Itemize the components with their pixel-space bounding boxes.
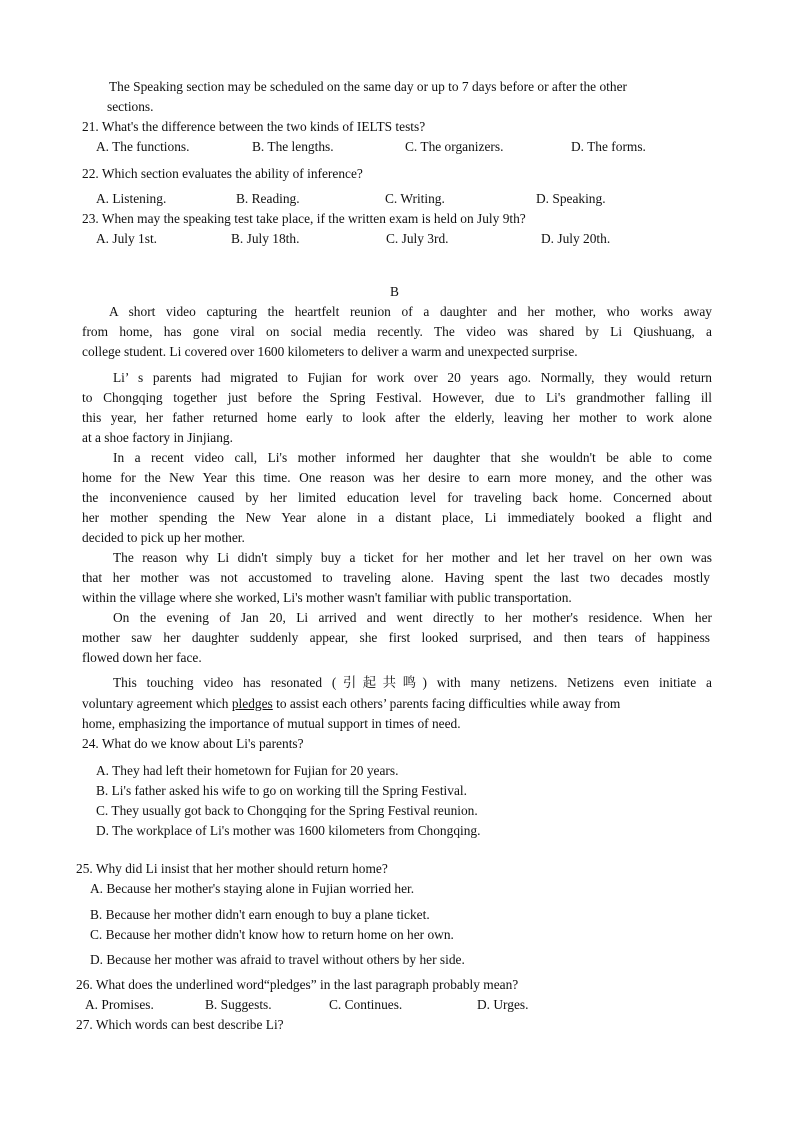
passage-line: flowed down her face.: [82, 650, 202, 665]
question-21-option-a[interactable]: A. The functions.: [96, 139, 190, 154]
question-23-option-b[interactable]: B. July 18th.: [231, 231, 300, 246]
passage-line: A short video capturing the heartfelt reunion of a daughter and her mother, who works away: [109, 304, 712, 319]
question-24-option-c[interactable]: C. They usually got back to Chongqing for the Spring Festival reunion.: [96, 803, 478, 818]
question-26-option-a[interactable]: A. Promises.: [85, 997, 154, 1012]
section-a-line: The Speaking section may be scheduled on the same day or up to 7 days before or after the other: [109, 79, 627, 94]
question-22-option-d[interactable]: D. Speaking.: [536, 191, 606, 206]
question-27-stem: 27. Which words can best describe Li?: [76, 1017, 284, 1032]
passage-line: mother saw her daughter suddenly appear, she first looked surprised, and then tears of happiness: [82, 630, 710, 645]
question-25-option-a[interactable]: A. Because her mother's staying alone in Fujian worried her.: [90, 881, 415, 896]
question-21-option-c[interactable]: C. The organizers.: [405, 139, 504, 154]
question-23-option-c[interactable]: C. July 3rd.: [386, 231, 449, 246]
passage-line: this year, her father returned home early to look after the elderly, leaving her mother to work alone: [82, 410, 712, 425]
passage-line: On the evening of Jan 20, Li arrived and went directly to her mother's residence. When her: [113, 610, 712, 625]
passage-line: within the village where she worked, Li's mother wasn't familiar with public transportation.: [82, 590, 572, 605]
question-22-option-a[interactable]: A. Listening.: [96, 191, 167, 206]
section-heading: B: [390, 284, 399, 299]
passage-line: The reason why Li didn't simply buy a ticket for her mother and let her travel on her own was: [113, 550, 712, 565]
passage-line: In a recent video call, Li's mother informed her daughter that she wouldn't be able to come: [113, 450, 712, 465]
question-25-option-d[interactable]: D. Because her mother was afraid to travel without others by her side.: [90, 952, 465, 967]
passage-line: home for the New Year this time. One reason was her desire to earn more money, and the other was: [82, 470, 712, 485]
question-26-option-d[interactable]: D. Urges.: [477, 997, 529, 1012]
passage-line: from home, has gone viral on social media recently. The video was shared by Li Qiushuang, a: [82, 324, 712, 339]
section-a-line: sections.: [107, 99, 154, 114]
question-26-stem: 26. What does the underlined word“pledges” in the last paragraph probably mean?: [76, 977, 519, 992]
passage-line: Li’ s parents had migrated to Fujian for work over 20 years ago. Normally, they would return: [113, 370, 712, 385]
question-22-option-b[interactable]: B. Reading.: [236, 191, 300, 206]
underlined-word-pledges: pledges: [231, 696, 273, 711]
passage-line: [82, 694, 712, 714]
question-26-option-c[interactable]: C. Continues.: [329, 997, 403, 1012]
question-23-option-d[interactable]: D. July 20th.: [541, 231, 611, 246]
passage-text: voluntary agreement which: [82, 696, 232, 711]
question-21-option-d[interactable]: D. The forms.: [571, 139, 646, 154]
question-24-option-a[interactable]: A. They had left their hometown for Fujian for 20 years.: [96, 763, 399, 778]
question-23-option-a[interactable]: A. July 1st.: [96, 231, 158, 246]
passage-line: that her mother was not accustomed to traveling alone. Having spent the last two decades mostly: [82, 570, 710, 585]
passage-line: to Chongqing together just before the Spring Festival. However, due to Li's grandmother falling ill: [82, 390, 712, 405]
question-25-stem: 25. Why did Li insist that her mother should return home?: [76, 861, 388, 876]
question-24-option-b[interactable]: B. Li's father asked his wife to go on working till the Spring Festival.: [96, 783, 467, 798]
passage-line: her mother spending the New Year alone in a distant place, Li immediately booked a flight and: [82, 510, 712, 525]
question-21-stem: 21. What's the difference between the two kinds of IELTS tests?: [82, 119, 426, 134]
question-23-stem: 23. When may the speaking test take place, if the written exam is held on July 9th?: [82, 211, 526, 226]
question-24-stem: 24. What do we know about Li's parents?: [82, 736, 304, 751]
passage-line: at a shoe factory in Jinjiang.: [82, 430, 233, 445]
question-25-option-c[interactable]: C. Because her mother didn't know how to return home on her own.: [90, 927, 454, 942]
question-25-option-b[interactable]: B. Because her mother didn't earn enough to buy a plane ticket.: [90, 907, 430, 922]
passage-line: college student. Li covered over 1600 kilometers to deliver a warm and unexpected surprise.: [82, 344, 578, 359]
question-22-stem: 22. Which section evaluates the ability of inference?: [82, 166, 363, 181]
passage-line: This touching video has resonated (引起共鸣) with many netizens. Netizens even initiate a: [113, 675, 712, 690]
passage-line: the inconvenience caused by her limited education level for traveling back home. Concerned about: [82, 490, 712, 505]
question-24-option-d[interactable]: D. The workplace of Li's mother was 1600 kilometers from Chongqing.: [96, 823, 481, 838]
question-26-option-b[interactable]: B. Suggests.: [205, 997, 272, 1012]
passage-line: decided to pick up her mother.: [82, 530, 245, 545]
passage-text: to assist each others’ parents facing difficulties while away from: [272, 696, 621, 711]
passage-line: home, emphasizing the importance of mutual support in times of need.: [82, 716, 461, 731]
question-22-option-c[interactable]: C. Writing.: [385, 191, 445, 206]
question-21-option-b[interactable]: B. The lengths.: [252, 139, 334, 154]
